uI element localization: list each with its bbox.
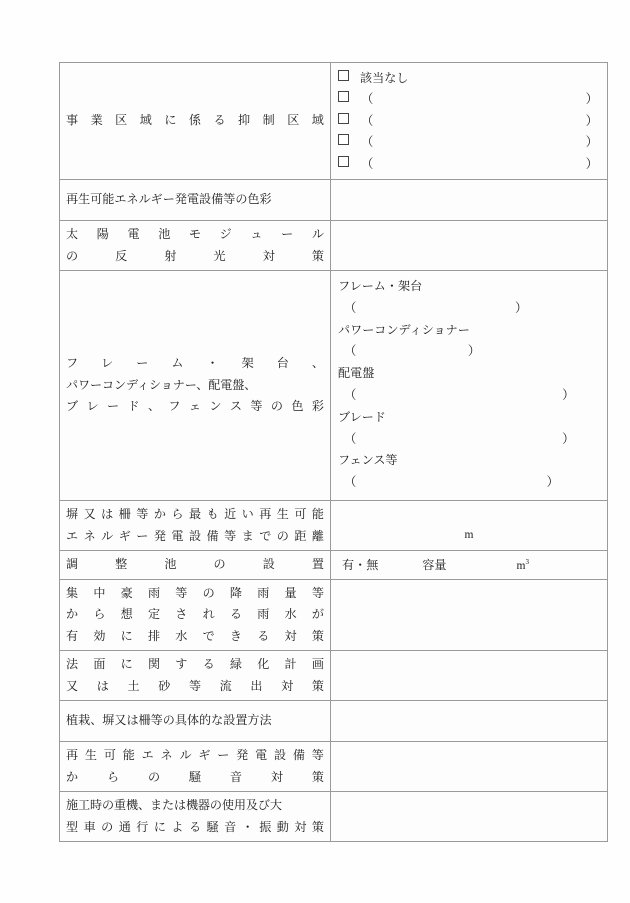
checkbox-option[interactable] [338, 89, 600, 110]
component-color-list [338, 274, 600, 497]
component-name: パワーコンディショナー [338, 322, 470, 337]
paren-close: ） [585, 135, 598, 150]
label-line: エ ネ ル ギ ー 発 電 設 備 等 ま で の 距 離 [66, 528, 324, 543]
checkbox-icon[interactable] [338, 91, 349, 102]
paren-close: ） [585, 113, 598, 128]
label-line: 再生可能エネルギー発電設備等の色彩 [66, 192, 272, 207]
paren-close: ） [467, 344, 481, 359]
table-row [60, 579, 608, 651]
paren-close: ） [585, 156, 598, 171]
row-label-pv-module-reflection [60, 221, 331, 271]
row-value-component-colors [331, 271, 608, 501]
component-name: ブレード [338, 409, 386, 424]
table-row [60, 701, 608, 742]
fill-in-parentheses[interactable] [360, 89, 600, 110]
checkbox-icon[interactable] [338, 70, 349, 81]
unit-base: m [516, 560, 526, 573]
row-label-planting-installation [60, 701, 331, 742]
blank-entry-area[interactable] [338, 659, 600, 693]
row-value-heavy-rain-drainage[interactable] [331, 579, 608, 651]
checkbox-option[interactable] [338, 132, 600, 153]
checkbox-icon[interactable] [338, 134, 349, 145]
row-label-distance-to-fence [60, 501, 331, 551]
paren-open: （ [344, 344, 357, 359]
label-line: か ら の 騒 音 対 策 [66, 769, 324, 784]
label-line: 集 中 豪 雨 等 の 降 雨 量 等 [66, 585, 324, 600]
row-value-pv-module-reflection[interactable] [331, 221, 608, 271]
label-line: 有 効 に 排 水 で き る 対 策 [66, 628, 324, 643]
paren-close: ） [515, 300, 528, 315]
label-line: 調 整 池 の 設 置 [66, 557, 324, 571]
paren-open: （ [361, 113, 374, 128]
checkbox-option-label: 該当なし [360, 71, 409, 85]
label-line: 法 面 に 関 す る 緑 化 計 画 [66, 657, 324, 671]
fill-in-parentheses[interactable] [338, 298, 527, 320]
label-line: 塀 又 は 柵 等 か ら 最 も 近 い 再 生 可 能 [66, 507, 324, 521]
checkbox-option[interactable] [338, 68, 600, 89]
distance-unit-label: m [464, 529, 474, 541]
pond-entry-row [338, 556, 600, 573]
table-row [60, 63, 608, 180]
row-value-renewable-equipment-color[interactable] [331, 180, 608, 221]
row-value-distance-to-fence[interactable] [331, 501, 608, 551]
row-label-restricted-area [60, 63, 331, 180]
form-table-body [60, 63, 608, 842]
table-row [60, 180, 608, 221]
pond-capacity-unit [517, 558, 529, 572]
label-line: パワーコンディショナー、配電盤、 [66, 377, 257, 392]
label-line: 再 生 可 能 エ ネ ル ギ ー 発 電 設 備 等 [66, 748, 324, 762]
paren-open: （ [344, 300, 357, 315]
fill-in-parentheses[interactable] [338, 472, 559, 494]
component-name: フェンス等 [338, 453, 398, 468]
row-label-equipment-noise [60, 742, 331, 792]
paren-open: （ [361, 156, 374, 171]
fill-in-parentheses[interactable] [338, 429, 575, 451]
row-label-renewable-equipment-color [60, 180, 331, 221]
paren-open: （ [344, 388, 357, 403]
paren-close: ） [562, 431, 575, 446]
label-line: 又 は 土 砂 等 流 出 対 策 [66, 678, 324, 693]
blank-entry-area[interactable] [338, 598, 600, 632]
fill-in-parentheses[interactable] [338, 385, 575, 407]
label-line: フ レ ー ム ・ 架 台 、 [66, 356, 324, 371]
label-line: の 反 射 光 対 策 [66, 248, 324, 263]
fill-in-parentheses[interactable] [360, 132, 600, 153]
row-label-slope-greening [60, 651, 331, 701]
paren-close: ） [585, 92, 598, 107]
fill-in-parentheses[interactable] [338, 341, 480, 363]
table-row [60, 742, 608, 792]
component-name: フレーム・架台 [338, 279, 423, 294]
label-line: 型 車 の 通 行 に よ る 騒 音 ・ 振 動 対 策 [66, 819, 324, 834]
table-row [60, 501, 608, 551]
row-label-heavy-rain-drainage [60, 579, 331, 651]
paren-open: （ [344, 475, 357, 490]
row-label-component-colors [60, 271, 331, 501]
pond-availability-choice[interactable]: 有・無 [342, 558, 379, 573]
checkbox-icon[interactable] [338, 156, 349, 167]
row-value-regulating-pond [331, 551, 608, 580]
table-row [60, 792, 608, 842]
paren-close: ） [562, 388, 575, 403]
blank-entry-area[interactable] [338, 183, 600, 217]
unit-exponent: 3 [525, 558, 529, 567]
fill-in-parentheses[interactable] [360, 154, 600, 175]
label-line: 事 業 区 域 に 係 る 抑 制 区 域 [66, 113, 324, 128]
label-line: 太 陽 電 池 モ ジ ュ ー ル [66, 227, 324, 242]
row-value-construction-noise-vibration[interactable] [331, 792, 608, 842]
blank-entry-area[interactable] [338, 750, 600, 784]
row-label-construction-noise-vibration [60, 792, 331, 842]
paren-open: （ [344, 431, 357, 446]
blank-entry-area[interactable] [338, 229, 600, 263]
row-value-slope-greening[interactable] [331, 651, 608, 701]
label-line: ブ レ ー ド 、 フ ェ ン ス 等 の 色 彩 [66, 399, 324, 414]
form-table [59, 62, 608, 842]
checkbox-option-list [338, 66, 600, 176]
row-value-planting-installation[interactable] [331, 701, 608, 742]
checkbox-option[interactable] [338, 154, 600, 175]
label-line: 施工時の重機、または機器の使用及び大 [66, 798, 282, 812]
checkbox-option[interactable] [338, 111, 600, 132]
component-name: 配電盤 [338, 366, 375, 381]
table-row [60, 271, 608, 501]
paren-close: ） [546, 475, 559, 490]
blank-entry-area[interactable] [338, 800, 600, 834]
label-line: か ら 想 定 さ れ る 雨 水 が [66, 607, 324, 621]
row-value-equipment-noise[interactable] [331, 742, 608, 792]
checkbox-icon[interactable] [338, 113, 349, 124]
row-label-regulating-pond [60, 551, 331, 580]
paren-open: （ [361, 135, 374, 150]
pond-capacity-label: 容量 [422, 558, 447, 573]
paren-open: （ [361, 92, 374, 107]
blank-entry-area[interactable] [338, 704, 600, 738]
table-row [60, 221, 608, 271]
table-row [60, 551, 608, 580]
label-line: 植栽、塀又は柵等の具体的な設置方法 [66, 713, 272, 728]
fill-in-parentheses[interactable] [360, 111, 600, 132]
table-row [60, 651, 608, 701]
row-value-restricted-area [331, 63, 608, 180]
